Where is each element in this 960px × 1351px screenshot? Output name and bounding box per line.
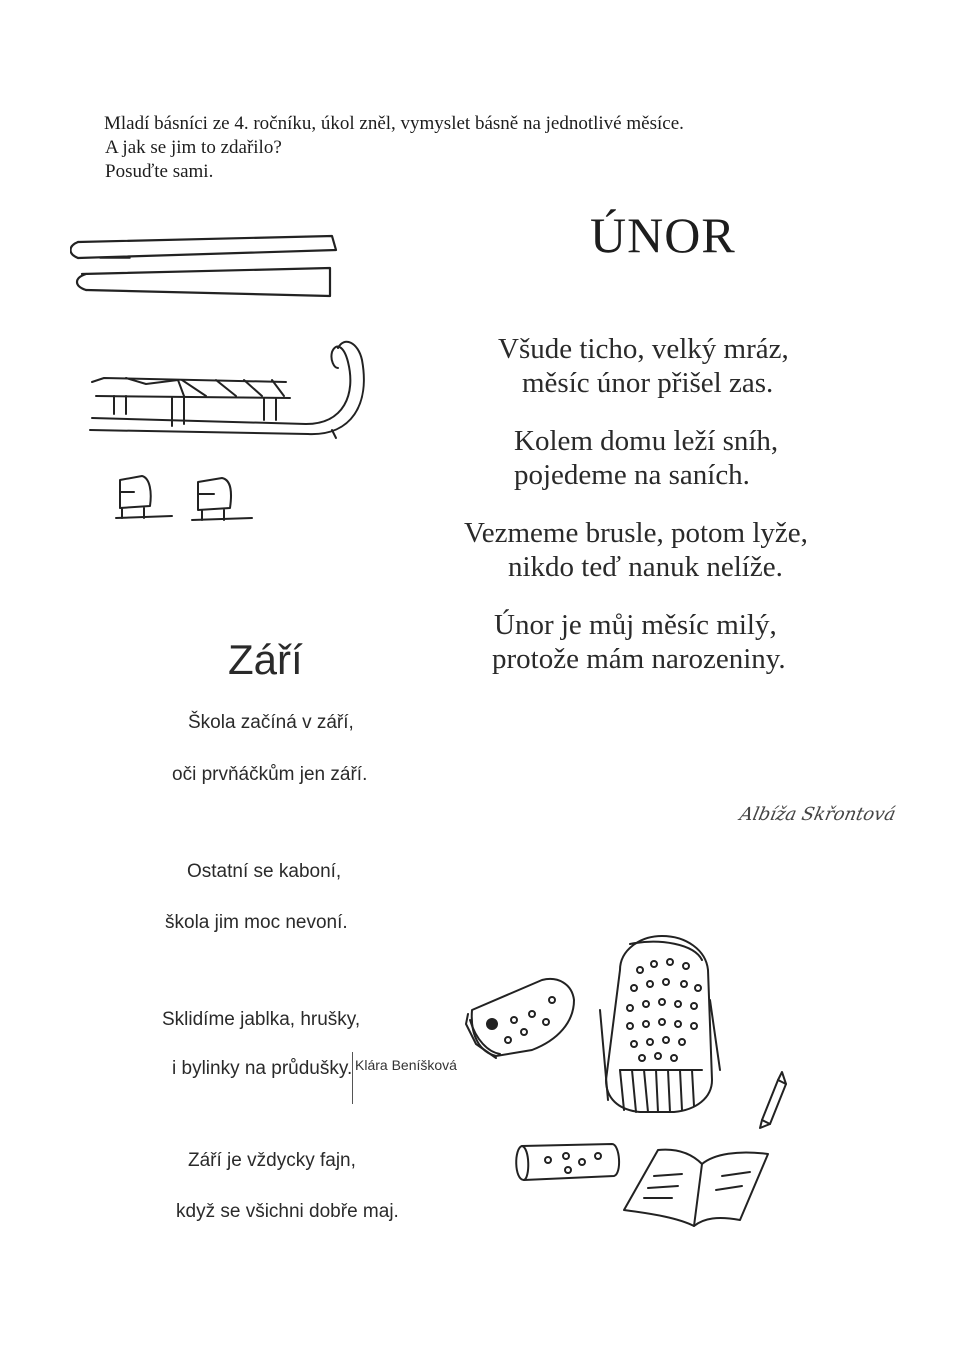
poem-line: pojedeme na saních.	[514, 459, 750, 491]
unor-stanza-1	[496, 332, 926, 400]
intro-text	[104, 112, 824, 184]
poem-line: Vezmeme brusle, potom lyže,	[464, 517, 808, 549]
poem-line: nikdo teď nanuk nelíže.	[508, 551, 783, 583]
poem-line: oči prvňáčkům jen září.	[172, 764, 368, 785]
author-divider	[352, 1052, 353, 1104]
poem-line: protože mám narozeniny.	[492, 643, 786, 675]
sled-drawing-icon	[86, 338, 376, 448]
poem-line: Sklidíme jablka, hrušky,	[162, 1009, 361, 1030]
unor-stanza-4	[494, 608, 926, 676]
unor-author-signature: Albíža Skřontová	[737, 804, 898, 825]
intro-line-2: A jak se jim to zdařilo?	[105, 137, 282, 158]
unor-title: ÚNOR	[590, 207, 736, 263]
poem-line: Všude ticho, velký mráz,	[498, 333, 789, 365]
unor-stanza-2	[496, 424, 926, 492]
open-book-drawing-icon	[618, 1140, 788, 1230]
poem-line: škola jim moc nevoní.	[165, 912, 348, 933]
pencil-drawing-icon	[756, 1070, 796, 1130]
intro-line-1: Mladí básníci ze 4. ročníku, úkol zněl, vymyslet básně na jednotlivé měsíce.	[104, 113, 684, 134]
poem-line: Škola začíná v září,	[188, 712, 354, 733]
poem-line: Ostatní se kaboní,	[187, 861, 342, 882]
snack-drawing-icon	[462, 970, 586, 1060]
poem-line: Únor je můj měsíc milý,	[494, 609, 777, 641]
zari-author: Klára Beníšková	[355, 1057, 457, 1073]
poem-line: Kolem domu leží sníh,	[514, 425, 779, 457]
poem-line: i bylinky na průdušky.	[172, 1058, 353, 1079]
unor-stanza-3	[464, 516, 926, 584]
intro-line-3: Posuďte sami.	[105, 161, 214, 182]
poem-line: měsíc únor přišel zas.	[522, 367, 774, 399]
backpack-drawing-icon	[590, 930, 730, 1130]
pencil-case-drawing-icon	[508, 1138, 628, 1188]
unor-poem	[464, 332, 926, 700]
ice-skates-drawing-icon	[112, 470, 262, 530]
skis-drawing-icon	[70, 224, 355, 314]
poem-line: Září je vždycky fajn,	[188, 1150, 356, 1171]
zari-title: Září	[228, 636, 303, 683]
poem-line: když se všichni dobře maj.	[176, 1201, 399, 1222]
